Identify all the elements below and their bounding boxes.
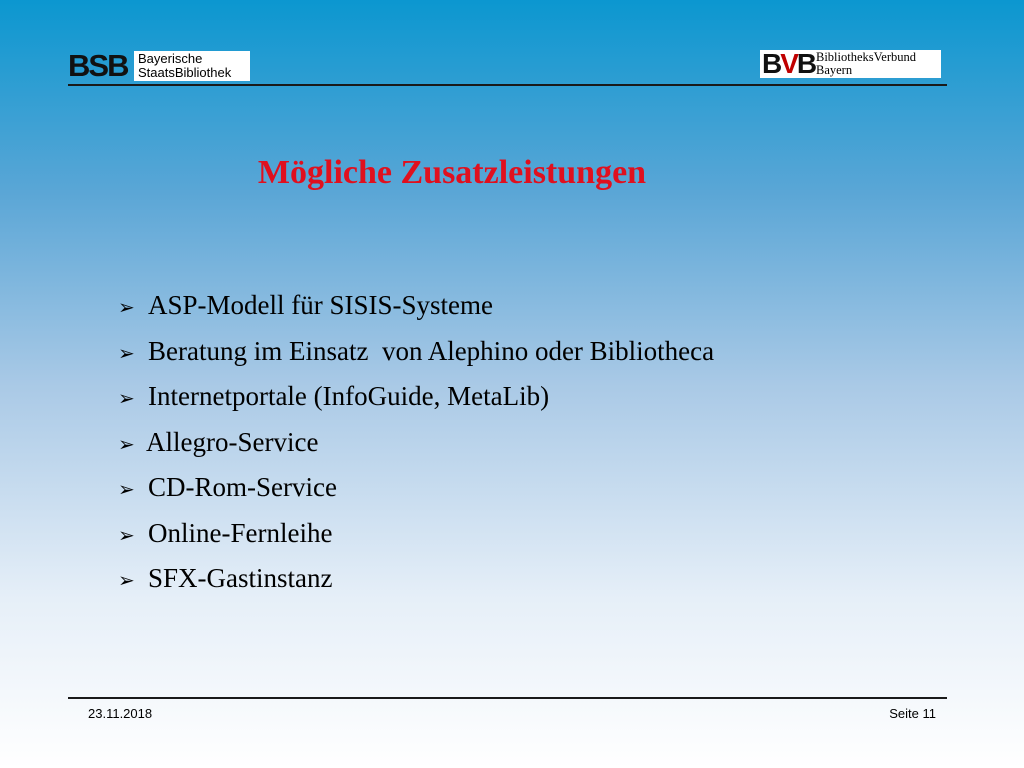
list-item-text: SFX-Gastinstanz <box>148 563 333 593</box>
bvb-mark-v: V <box>780 48 797 79</box>
arrow-bullet-icon: ➢ <box>118 340 135 365</box>
list-item-text: ASP-Modell für SISIS-Systeme <box>148 290 494 320</box>
list-item <box>118 283 714 329</box>
list-item-text: Beratung im Einsatz von Alephino oder Bibliotheca <box>148 335 715 366</box>
list-item <box>118 556 714 602</box>
arrow-bullet-icon: ➢ <box>118 386 135 410</box>
bsb-logo-line2: StaatsBibliothek <box>138 65 232 80</box>
list-item <box>118 511 714 557</box>
slide-title: Mögliche Zusatzleistungen <box>257 154 647 191</box>
footer-divider <box>68 697 947 699</box>
footer-page-number: Seite 11 <box>889 706 936 721</box>
arrow-bullet-icon: ➢ <box>118 522 135 547</box>
arrow-bullet-icon: ➢ <box>118 431 135 456</box>
bullet-list <box>118 283 714 602</box>
list-item <box>118 329 714 375</box>
bvb-logo-mark <box>762 49 815 79</box>
bsb-logo-line1: Bayerische <box>138 51 203 66</box>
list-item-text: Internetportale (InfoGuide, MetaLib) <box>148 381 550 411</box>
bsb-logo-text-box <box>134 51 250 81</box>
header-divider <box>68 84 947 86</box>
list-item <box>118 374 714 420</box>
list-item <box>118 465 714 511</box>
bvb-logo <box>760 50 941 78</box>
bvb-mark-b1: B <box>762 48 781 79</box>
bvb-logo-line2: Bayern <box>816 63 853 77</box>
list-item-text: Allegro-Service <box>146 426 319 457</box>
list-item-text: CD-Rom-Service <box>148 472 337 502</box>
footer-date: 23.11.2018 <box>88 706 153 721</box>
arrow-bullet-icon: ➢ <box>118 295 135 319</box>
bsb-logo-mark: BSB <box>68 48 128 83</box>
list-item <box>118 420 714 466</box>
list-item-text: Online-Fernleihe <box>148 517 333 548</box>
bsb-logo <box>68 50 250 82</box>
arrow-bullet-icon: ➢ <box>118 477 135 501</box>
arrow-bullet-icon: ➢ <box>118 568 135 592</box>
bvb-mark-b2: B <box>796 48 816 79</box>
bvb-logo-line1: BibliotheksVerbund <box>816 50 916 64</box>
